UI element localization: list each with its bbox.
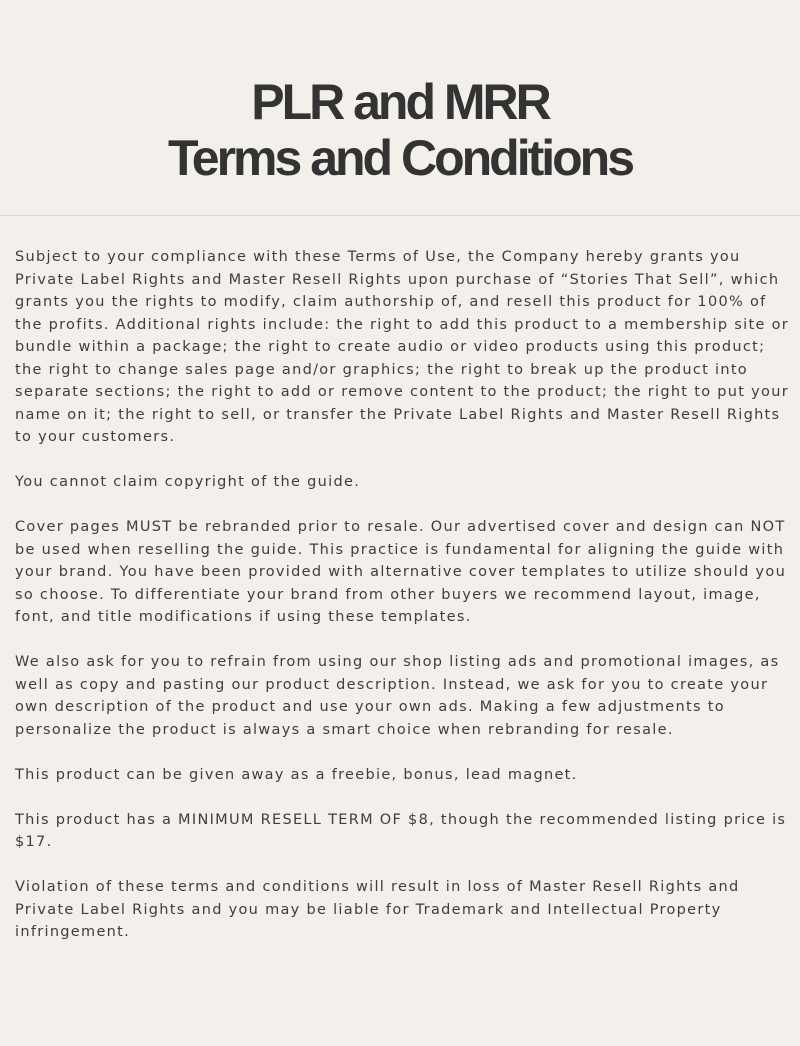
paragraph-giveaway: This product can be given away as a freebie, bonus, lead magnet. [15,766,578,783]
paragraph-minimum-price: This product has a MINIMUM RESELL TERM OF $8, though the recommended listing price is $17. [15,811,787,850]
paragraph-violation: Violation of these terms and conditions will result in loss of Master Resell Rights and Private Label Rights and you may be liable for Trademark and Intellectual Property infringement. [15,879,740,940]
paragraph-rights-grant: Subject to your compliance with these Terms of Use, the Company hereby grants you Private Label Rights and Master Resell Rights upon purchase of “Stories That Sell”, which grants you the rights to modify, claim authorship of, and resell this product for 100% of the profits. Additional rights include: the right to add this product to a membership site or bundle within a package; the right to create audio or video products using this product; the right to change sales page and/or graphics; the right to break up the product into separate sections; the right to add or remove content to the product; the right to put your name on it; the right to sell, or transfer the Private Label Rights and Master Resell Rights to your customers. [15,249,790,445]
title-line-1: PLR and MRR [251,73,549,130]
title-line-2: Terms and Conditions [167,129,633,186]
page-title [0,74,800,186]
paragraph-copyright: You cannot claim copyright of the guide. [15,474,361,490]
title-divider [0,215,800,216]
paragraph-cover-rebrand: Cover pages MUST be rebranded prior to resale. Our advertised cover and design can NOT be used when reselling the guide. This practice is fundamental for aligning the guide with your brand. You have been provided with alternative cover templates to utilize should you so choose. To differentiate your brand from other buyers we recommend layout, image, font, and title modifications if using these templates. [15,519,787,625]
terms-body [15,246,790,966]
paragraph-ads-description: We also ask for you to refrain from using our shop listing ads and promotional images, as well as copy and pasting our product description. Instead, we ask for you to create your own description of the product and use your own ads. Making a few adjustments to personalize the product is always a smart choice when rebranding for resale. [15,654,780,738]
